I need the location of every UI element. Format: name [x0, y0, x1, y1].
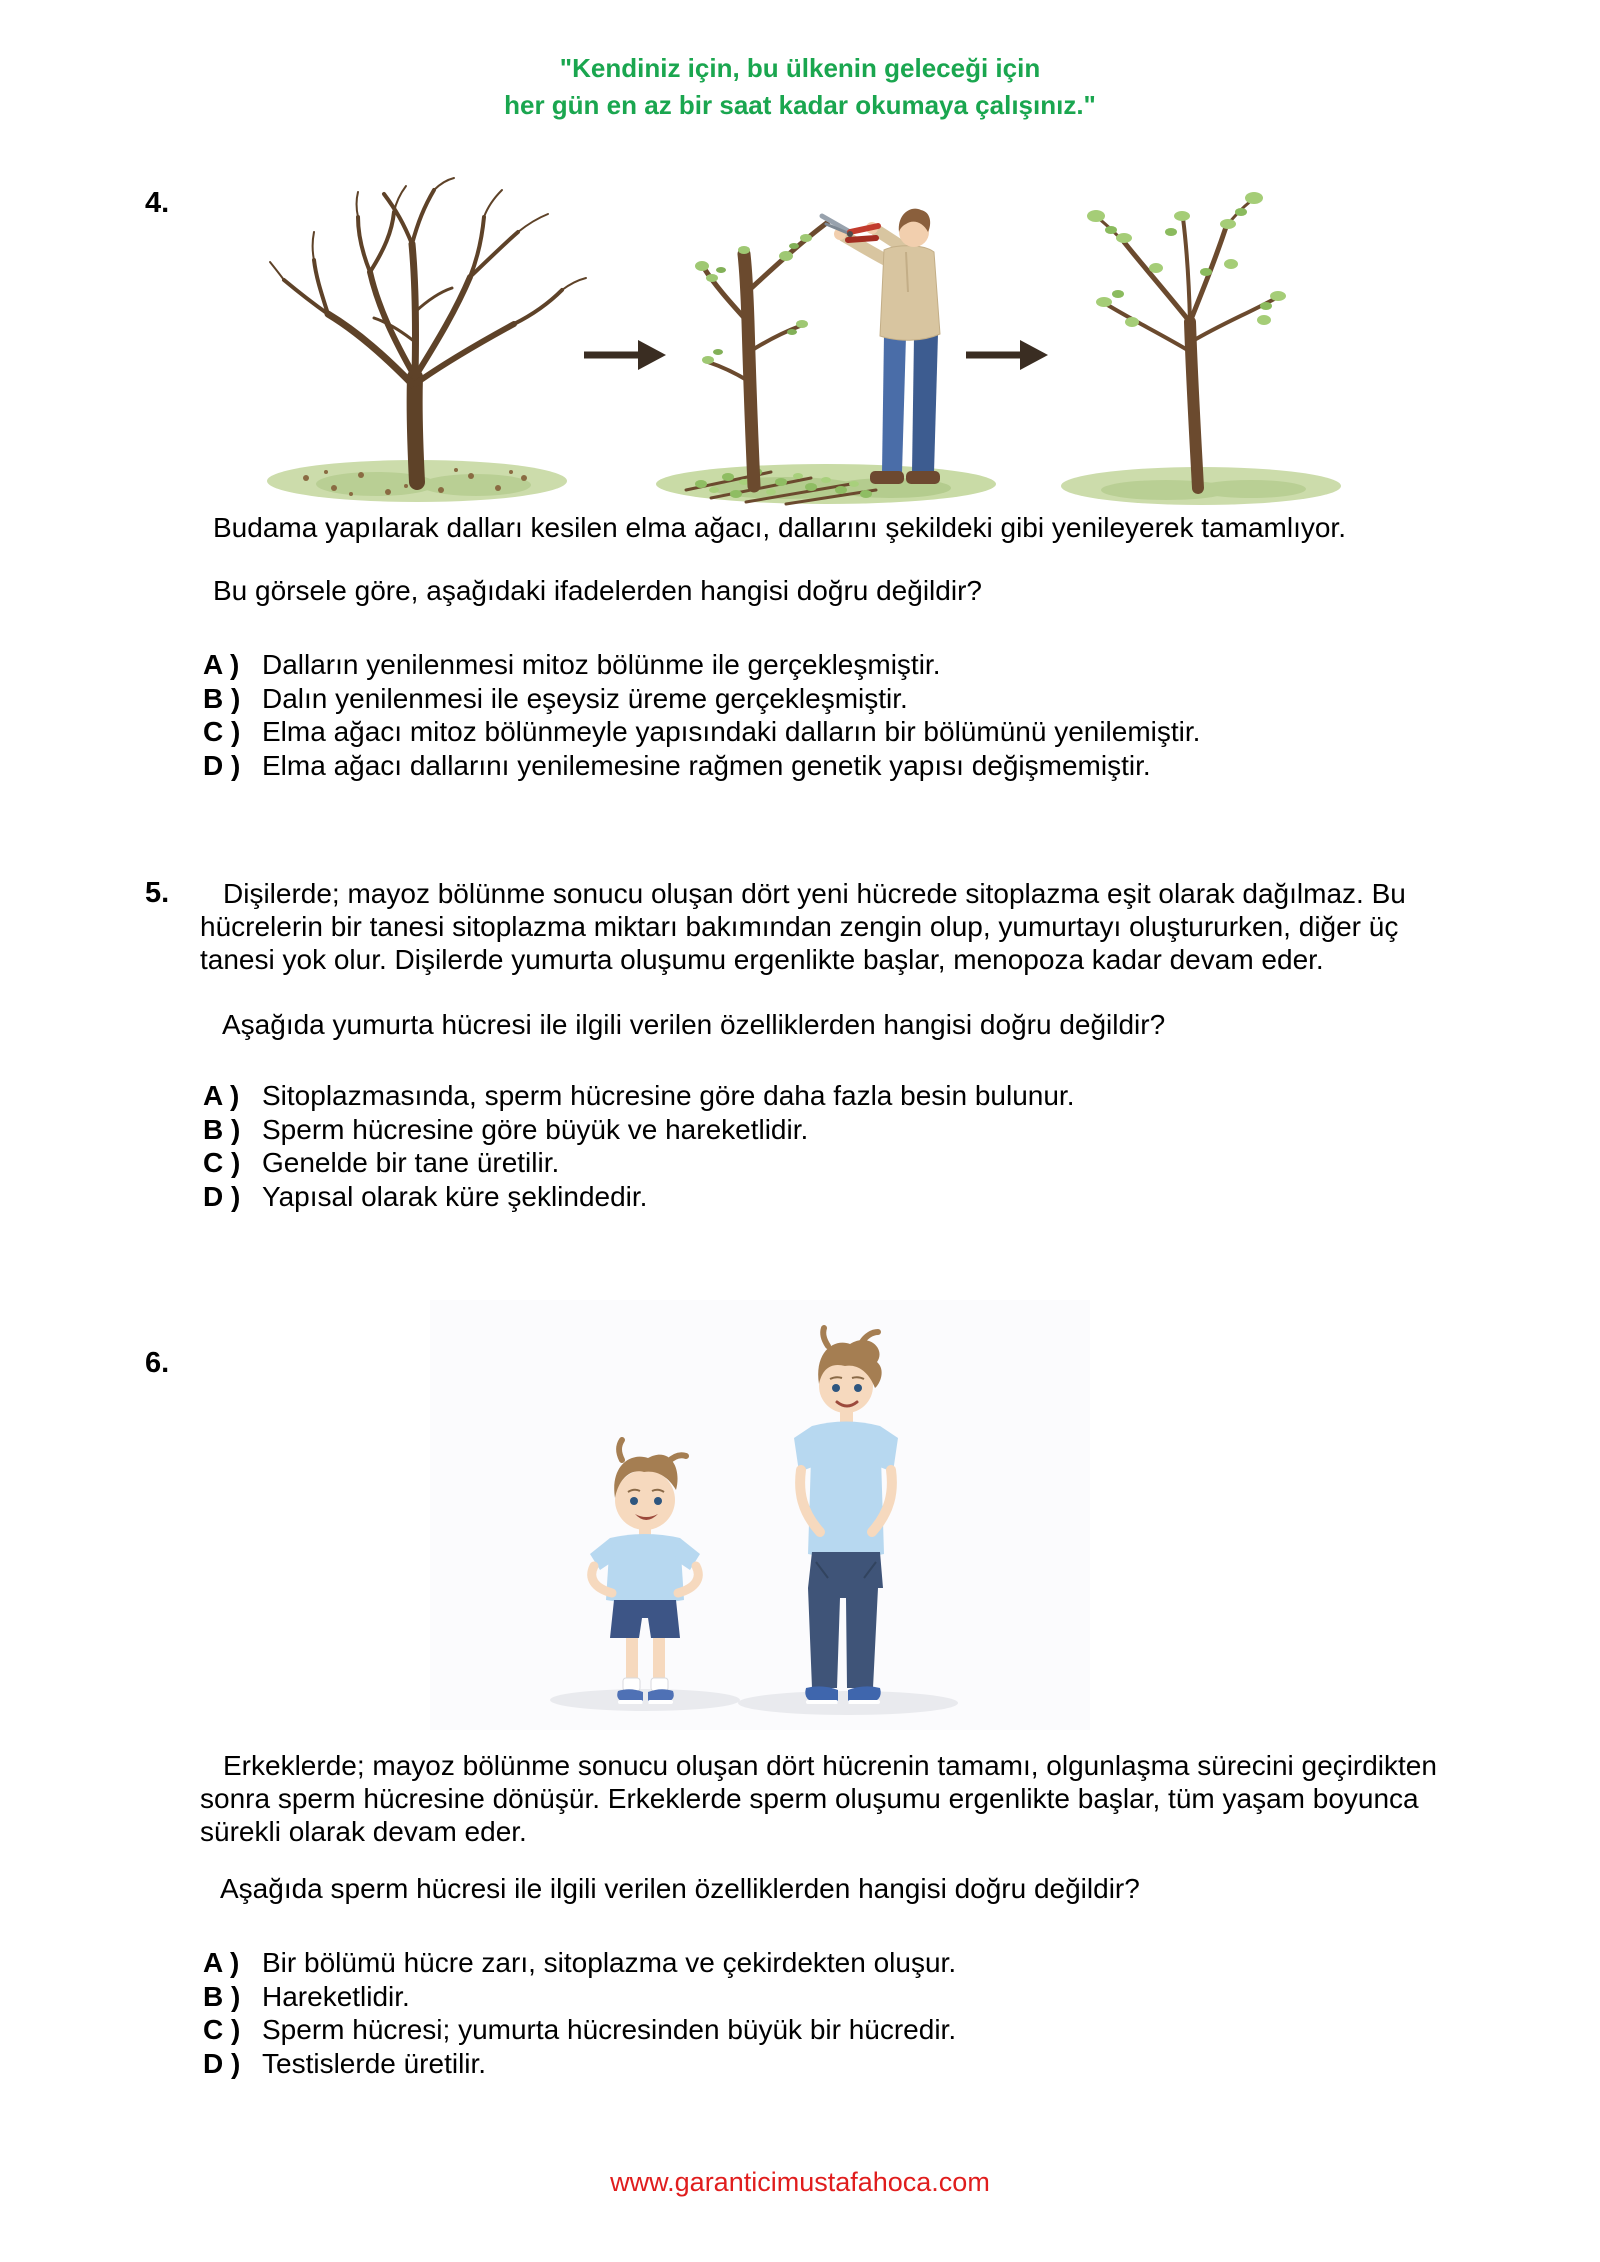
question-4-statement: Budama yapılarak dalları kesilen elma ağacı, dallarını şekildeki gibi yenileyerek tamamlıyor.	[213, 512, 1346, 543]
question-6-prompt: Aşağıda sperm hücresi ile ilgili verilen özelliklerden hangisi doğru değildir?	[220, 1873, 1140, 1904]
footer-url: www.garanticimustafahoca.com	[610, 2167, 990, 2197]
option-letter: B )	[203, 1113, 241, 1145]
option-letter: D )	[203, 1180, 241, 1212]
body-line: sürekli olarak devam eder.	[200, 1816, 527, 1847]
question-4-illustration	[266, 172, 1346, 506]
option-row	[203, 1113, 1075, 1147]
option-row	[203, 1180, 1075, 1214]
option-letter: A )	[203, 1947, 240, 1978]
option-letter: C )	[203, 716, 241, 747]
option-row	[203, 2047, 956, 2081]
option-letter: A )	[203, 649, 240, 680]
option-row	[203, 648, 1200, 682]
option-letter: C )	[203, 1147, 241, 1178]
option-row	[203, 715, 1200, 749]
option-row	[203, 1946, 956, 1980]
question-4-number: 4.	[145, 187, 170, 219]
question-6-options	[203, 1946, 956, 2080]
floor-shadow	[550, 1689, 740, 1711]
arrow-right-icon	[966, 340, 1048, 370]
option-text: Dalların yenilenmesi mitoz bölünme ile gerçekleşmiştir.	[262, 649, 941, 680]
header-quote-line1: "Kendiniz için, bu ülkenin geleceği için	[559, 53, 1041, 83]
pruning-shears-icon	[822, 216, 878, 240]
question-5-options	[203, 1079, 1075, 1213]
option-row	[203, 1079, 1075, 1113]
option-text: Sperm hücresine göre büyük ve hareketlidir.	[262, 1113, 809, 1145]
pruned-tree-illustration	[695, 222, 828, 486]
question-4-options	[203, 648, 1200, 782]
question-5-body	[200, 877, 1406, 976]
question-5-number: 5.	[145, 877, 170, 909]
bare-tree-illustration	[270, 178, 586, 482]
regrown-tree-illustration	[1087, 192, 1286, 488]
body-line: Erkeklerde; mayoz bölünme sonucu oluşan dört hücrenin tamamı, olgunlaşma sürecini geçirdikten	[223, 1750, 1437, 1781]
option-row	[203, 2013, 956, 2047]
option-row	[203, 1980, 956, 2014]
option-text: Testislerde üretilir.	[262, 2047, 487, 2079]
arrow-right-icon	[584, 340, 666, 370]
option-text: Hareketlidir.	[262, 1980, 410, 2012]
body-line: sonra sperm hücresine dönüşür. Erkeklerde sperm oluşumu ergenlikte başlar, tüm yaşam boyunca	[200, 1783, 1419, 1814]
option-letter: C )	[203, 2014, 241, 2045]
option-text: Sperm hücresi; yumurta hücresinden büyük bir hücredir.	[262, 2014, 957, 2045]
question-6-body	[200, 1749, 1437, 1848]
option-text: Genelde bir tane üretilir.	[262, 1147, 560, 1178]
option-letter: B )	[203, 1980, 241, 2012]
option-text: Elma ağacı mitoz bölünmeyle yapısındaki dalların bir bölümünü yenilemiştir.	[262, 716, 1201, 747]
option-text: Yapısal olarak küre şeklindedir.	[262, 1180, 648, 1212]
option-text: Dalın yenilenmesi ile eşeysiz üreme gerçekleşmiştir.	[262, 682, 908, 714]
option-text: Bir bölümü hücre zarı, sitoplazma ve çekirdekten oluşur.	[262, 1947, 957, 1978]
pruning-man-illustration	[822, 209, 940, 484]
question-4-prompt: Bu görsele göre, aşağıdaki ifadelerden hangisi doğru değildir?	[213, 575, 982, 606]
body-line: Dişilerde; mayoz bölünme sonucu oluşan dört yeni hücrede sitoplazma eşit olarak dağılmaz. Bu	[223, 878, 1406, 909]
option-letter: A )	[203, 1080, 240, 1111]
option-letter: D )	[203, 749, 241, 781]
option-text: Sitoplazmasında, sperm hücresine göre daha fazla besin bulunur.	[262, 1080, 1075, 1111]
body-line: tanesi yok olur. Dişilerde yumurta oluşumu ergenlikte başlar, menopoza kadar devam eder.	[200, 944, 1324, 975]
body-line: hücrelerin bir tanesi sitoplazma miktarı bakımından zengin olup, yumurtayı oluştururken, diğer üç	[200, 911, 1399, 942]
option-text: Elma ağacı dallarını yenilemesine rağmen genetik yapısı değişmemiştir.	[262, 749, 1151, 781]
option-row	[203, 749, 1200, 783]
option-letter: B )	[203, 682, 241, 714]
header-quote-line2: her gün en az bir saat kadar okumaya çalışınız."	[504, 90, 1096, 120]
question-6-number: 6.	[145, 1347, 170, 1379]
question-6-illustration	[430, 1300, 1090, 1730]
option-letter: D )	[203, 2047, 241, 2079]
question-5-prompt: Aşağıda yumurta hücresi ile ilgili verilen özelliklerden hangisi doğru değildir?	[222, 1009, 1166, 1040]
header-quote	[0, 50, 1600, 124]
option-row	[203, 682, 1200, 716]
option-row	[203, 1146, 1075, 1180]
